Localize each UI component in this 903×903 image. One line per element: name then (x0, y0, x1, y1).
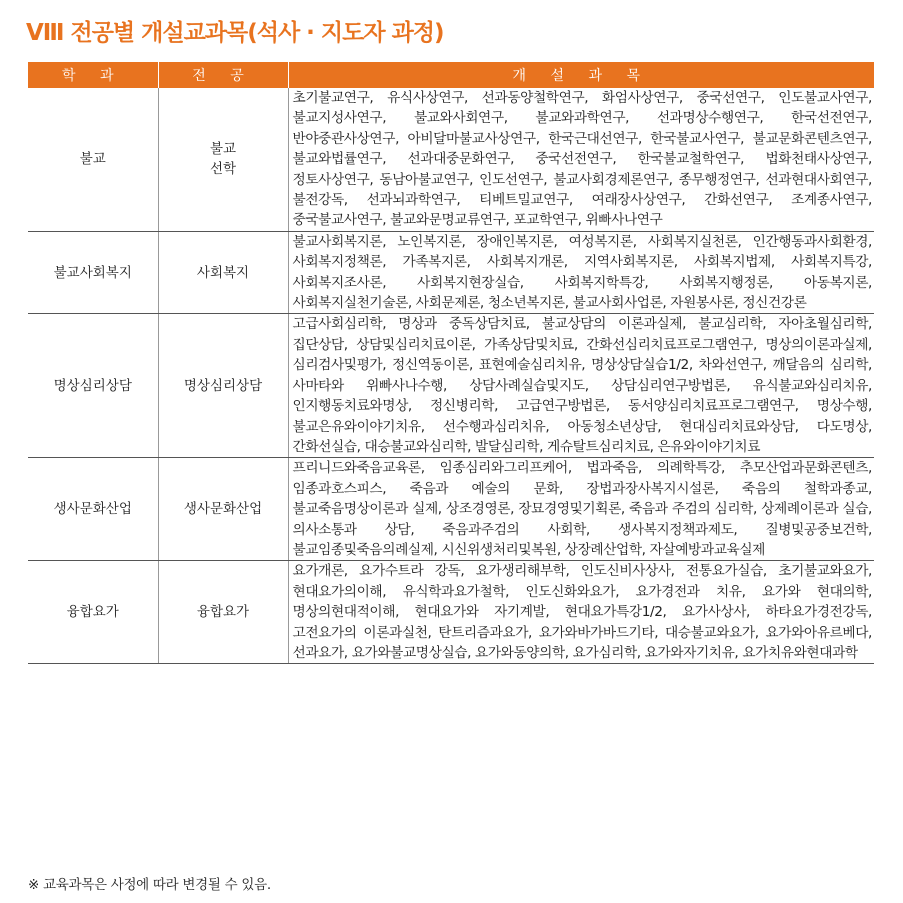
header-courses: 개 설 과 목 (288, 62, 874, 88)
department-cell: 불교사회복지 (28, 231, 158, 314)
table-row (28, 561, 874, 664)
course-list: 프리니드와죽음교육론, 임종심리와그리프케어, 법과죽음, 의례학특강, 추모산업과문화콘텐츠, 임종과호스피스, 죽음과 예술의 문화, 장법과장사복지시설론, 죽음의 철학과종교, 불교죽음명상이론과 실제, 상조경영론, 장묘경영및기획론, 죽음과 주검의 심리학, 상제례이론과 실습, 의사소통과 상담, 죽음과주검의 사회학, 생사복지정책과제도, 질병및공중보건학, 불교임종및죽음의례실제, 시신위생처리및복원, 상장례산업학, 자살예방과교육실제 (288, 458, 874, 561)
major-label: 생사문화산업 (183, 501, 263, 518)
major-cell (158, 314, 288, 458)
department-cell: 명상심리상담 (28, 314, 158, 458)
course-list: 요가개론, 요가수트라 강독, 요가생리해부학, 인도신비사상사, 전통요가실습, 초기불교와요가, 현대요가의이해, 유식학과요가철학, 인도신화와요가, 요가경전과 치유, 요가와 현대의학, 명상의현대적이해, 현대요가와 자기계발, 현대요가특강1/2, 요가사상사, 하타요가경전강독, 고전요가의 이론과실천, 탄트리즘과요가, 요가와바가바드기타, 대승불교와요가, 요가와아유르베다, 선과요가, 요가와불교명상실습, 요가와동양의학, 요가심리학, 요가와자기치유, 요가치유와현대과학 (288, 561, 874, 664)
header-major: 전 공 (158, 62, 288, 88)
course-list: 고급사회심리학, 명상과 중독상담치료, 불교상담의 이론과실제, 불교심리학, 자아초월심리학, 집단상담, 상담및심리치료이론, 가족상담및치료, 간화선심리치료프로그램연구, 명상의이론과실제, 심리검사및평가, 정신역동이론, 표현예술심리치유, 명상상담실습1/2, 차와선연구, 깨달음의 심리학, 사마타와 위빠사나수행, 상담사례실습및지도, 상담심리연구방법론, 유식불교와심리치유, 인지행동치료와명상, 정신병리학, 고급연구방법론, 동서양심리치료프로그램연구, 명상수행, 불교은유와이야기치유, 선수행과심리치유, 아동청소년상담, 현대심리치료와상담, 다도명상, 간화선실습, 대승불교와심리학, 발달심리학, 게슈탈트심리치료, 은유와이야기치료 (288, 314, 874, 458)
major-cell (158, 458, 288, 561)
major-cell (158, 231, 288, 314)
header-department: 학 과 (28, 62, 158, 88)
major-label: 선학 (209, 161, 237, 178)
major-cell (158, 561, 288, 664)
major-label: 불교 (209, 141, 237, 158)
major-label: 명상심리상담 (183, 377, 263, 394)
curriculum-table (28, 62, 874, 664)
course-list: 불교사회복지론, 노인복지론, 장애인복지론, 여성복지론, 사회복지실천론, 인간행동과사회환경, 사회복지정책론, 가족복지론, 사회복지개론, 지역사회복지론, 사회복지법제, 사회복지특강, 사회복지조사론, 사회복지현장실습, 사회복지학특강, 사회복지행정론, 아동복지론, 사회복지실천기술론, 사회문제론, 청소년복지론, 불교사회사업론, 자원봉사론, 정신건강론 (288, 231, 874, 314)
major-cell (158, 88, 288, 231)
major-label: 사회복지 (196, 264, 250, 281)
department-cell: 불교 (28, 88, 158, 231)
footnote: ※ 교육과목은 사정에 따라 변경될 수 있음. (28, 877, 271, 893)
department-cell: 융합요가 (28, 561, 158, 664)
major-label: 융합요가 (196, 604, 250, 621)
table-row (28, 314, 874, 458)
department-cell: 생사문화산업 (28, 458, 158, 561)
page-title: Ⅷ 전공별 개설교과목(석사 · 지도자 과정) (26, 20, 444, 46)
table-header-row (28, 62, 874, 88)
table-row (28, 458, 874, 561)
table-row (28, 231, 874, 314)
table-row (28, 88, 874, 231)
course-list: 초기불교연구, 유식사상연구, 선과동양철학연구, 화엄사상연구, 중국선연구, 인도불교사연구, 불교지성사연구, 불교와사회연구, 불교와과학연구, 선과명상수행연구, 한국선전연구, 반야중관사상연구, 아비달마불교사상연구, 한국근대선연구, 한국불교사연구, 불교문화콘텐츠연구, 불교와법률연구, 선과대중문화연구, 중국선전연구, 한국불교철학연구, 법화천태사상연구, 정토사상연구, 동남아불교연구, 인도선연구, 불교사회경제론연구, 종무행정연구, 선과현대사회연구, 불전강독, 선과뇌과학연구, 티베트밀교연구, 여래장사상연구, 간화선연구, 조계종사연구, 중국불교사연구, 불교와문명교류연구, 포교학연구, 위빠사나연구 (288, 88, 874, 231)
